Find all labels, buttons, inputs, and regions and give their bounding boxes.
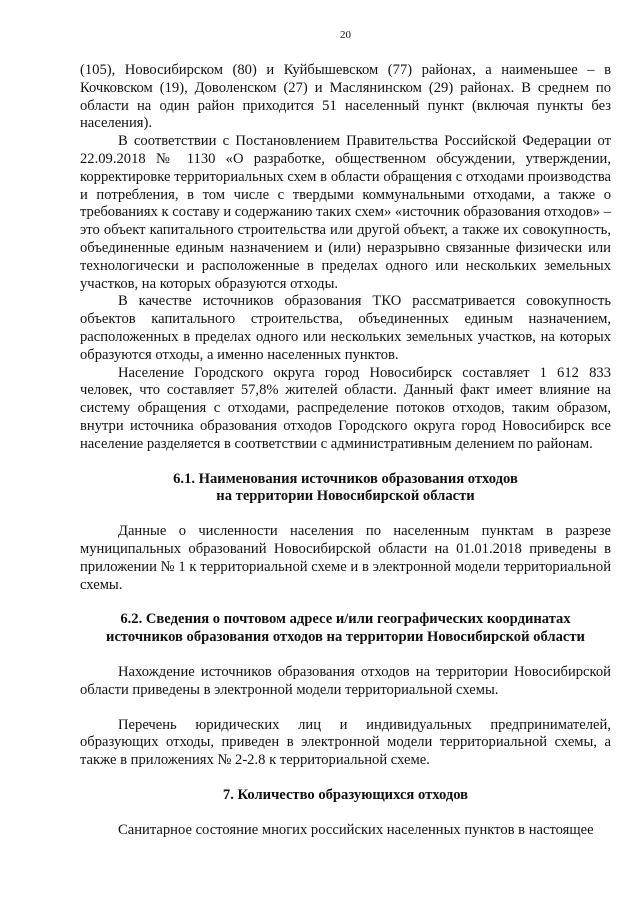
- paragraph-tko-sources: В качестве источников образования ТКО рассматривается совокупность объектов капитального строительства, объединенных единым назначением, расположенных в пределах одного или нескольких земельных участков, на которых образуются отходы, а именно населенных пунктов.: [80, 293, 611, 363]
- paragraph-districts: (105), Новосибирском (80) и Куйбышевском (77) районах, а наименьшее – в Кочковском (19), Доволенском (27) и Маслянинском (29) районах. В среднем по области на один район приходится 51 населенный пункт (включая пункты без населения).: [80, 62, 611, 132]
- document-page: [80, 0, 611, 905]
- section-7-heading-text: 7. Количество образующихся отходов: [222, 786, 469, 803]
- paragraph-novosibirsk-population: Население Городского округа город Новосибирск составляет 1 612 833 человек, что составляет 57,8% жителей области. Данный факт имеет влияние на систему обращения с отходами, распределение потоков отходов, таким образом, внутри источника образования отходов Городского округа город Новосибирск все население разделяется в соответствии с административным делением по районам.: [80, 364, 611, 452]
- section-6-2-heading: [80, 611, 611, 647]
- section-7-heading: [80, 787, 611, 805]
- page-number: 20: [340, 29, 351, 41]
- section-6-2-paragraph-location: Нахождение источников образования отходов на территории Новосибирской области приведены в электронной модели территориальной схемы.: [80, 663, 611, 698]
- section-6-1-paragraph: Данные о численности населения по населенным пунктам в разрезе муниципальных образований Новосибирской области на 01.01.2018 приведены в приложении № 1 к территориальной схеме и в электронной модели территориальной схемы.: [80, 523, 611, 593]
- section-6-1-heading-line1: 6.1. Наименования источников образования отходов: [173, 470, 518, 487]
- section-6-1-heading-line2: на территории Новосибирской области: [216, 488, 475, 505]
- paragraph-regulation: В соответствии с Постановлением Правительства Российской Федерации от 22.09.2018 № 1130 «О разработке, общественном обсуждении, утверждении, корректировке территориальных схем в области обращения с отходами производства и потребления, в том числе с твердыми коммунальными отходами, а также о требованиях к составу и содержанию таких схем» «источник образования отходов» – это объект капитального строительства или другой объект, а также их совокупность, объединенные единым назначением и (или) неразрывно связанные физически или технологически и расположенные в пределах одного или нескольких земельных участков, на которых образуются отходы.: [80, 133, 611, 292]
- section-6-2-heading-line2: источников образования отходов на территории Новосибирской области: [106, 629, 585, 646]
- section-7-paragraph: Санитарное состояние многих российских населенных пунктов в настоящее: [118, 821, 594, 838]
- document-body: [80, 62, 611, 839]
- section-6-1-heading: [80, 471, 611, 507]
- section-6-2-heading-line1: 6.2. Сведения о почтовом адресе и/или географических координатах: [120, 611, 571, 628]
- section-6-2-paragraph-entities: Перечень юридических лиц и индивидуальных предпринимателей, образующих отходы, приведен в электронной модели территориальной схемы, а также в приложениях № 2-2.8 к территориальной схеме.: [80, 716, 611, 769]
